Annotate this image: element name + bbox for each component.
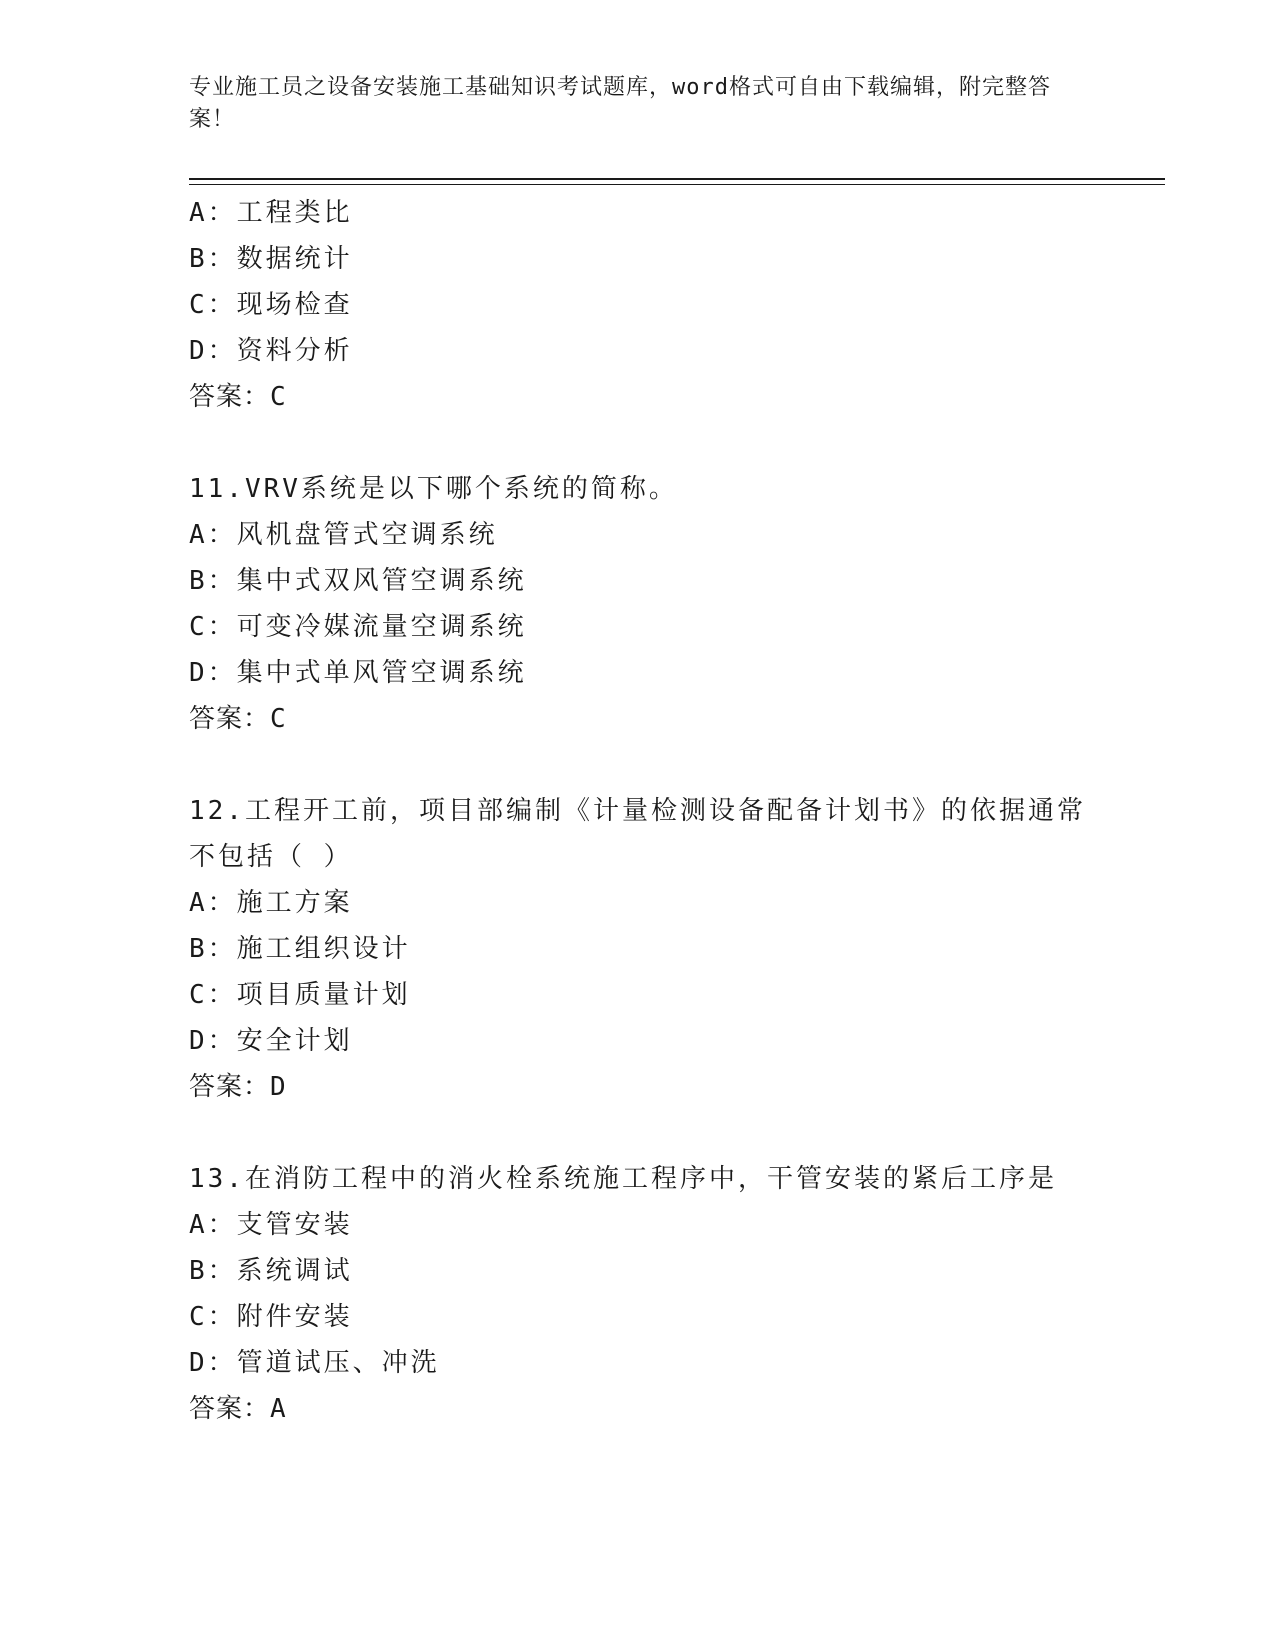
option-b: B：系统调试: [189, 1256, 353, 1286]
header-divider-thick: [189, 178, 1165, 180]
document-header: 专业施工员之设备安装施工基础知识考试题库，word格式可自由下载编辑，附完整答案！: [189, 75, 1051, 132]
option-d: D：管道试压、冲洗: [189, 1348, 440, 1378]
question-block: [189, 1156, 1089, 1432]
option-a: A：支管安装: [189, 1210, 353, 1240]
option-c: C：可变冷媒流量空调系统: [189, 612, 527, 642]
option-d: D：资料分析: [189, 336, 353, 366]
answer-value: D: [270, 1072, 287, 1102]
option-d: D：安全计划: [189, 1026, 353, 1056]
option-d: D：集中式单风管空调系统: [189, 658, 527, 688]
block-spacer: [189, 1110, 1089, 1156]
answer-line: [189, 696, 1089, 742]
option-a: A：施工方案: [189, 888, 353, 918]
option-b: B：数据统计: [189, 244, 353, 274]
answer-label: 答案：: [189, 1072, 271, 1102]
option-b: B：施工组织设计: [189, 934, 411, 964]
question-block: [189, 466, 1089, 742]
answer-label: 答案：: [189, 382, 271, 412]
option-c: C：项目质量计划: [189, 980, 411, 1010]
option-b: B：集中式双风管空调系统: [189, 566, 527, 596]
block-spacer: [189, 420, 1089, 466]
answer-line: [189, 374, 1089, 420]
question-stem: 11.VRV系统是以下哪个系统的简称。: [189, 474, 678, 504]
answer-value: A: [270, 1394, 287, 1424]
question-stem: 13.在消防工程中的消火栓系统施工程序中，干管安装的紧后工序是: [189, 1164, 1057, 1194]
answer-value: C: [270, 704, 287, 734]
question-block: [189, 190, 1089, 420]
block-spacer: [189, 742, 1089, 788]
option-a: A：风机盘管式空调系统: [189, 520, 498, 550]
header-divider-thin: [189, 184, 1165, 185]
answer-line: [189, 1386, 1089, 1432]
option-c: C：现场检查: [189, 290, 353, 320]
question-block: [189, 788, 1089, 1110]
option-c: C：附件安装: [189, 1302, 353, 1332]
answer-value: C: [270, 382, 287, 412]
answer-line: [189, 1064, 1089, 1110]
question-stem: 12.工程开工前，项目部编制《计量检测设备配备计划书》的依据通常不包括（ ）: [189, 796, 1086, 872]
option-a: A：工程类比: [189, 198, 353, 228]
question-list: [189, 190, 1089, 1432]
answer-label: 答案：: [189, 1394, 271, 1424]
answer-label: 答案：: [189, 704, 271, 734]
